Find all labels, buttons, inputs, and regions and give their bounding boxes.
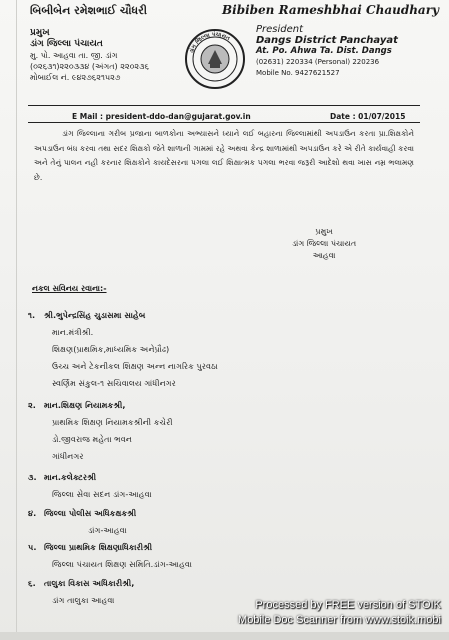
seal-text: ડાંગ જિલ્લા પંચાયત [188, 31, 231, 54]
signature-block [292, 226, 356, 262]
recipient-line: સ્વર્ણિમ સંકુલ-૧ સચિવાલય ગાંધીનગર [52, 378, 176, 388]
recipient-number: ૨. [28, 400, 36, 410]
recipient-line: જિલ્લા પંચાયત શિક્ષણ સમિતિ.ડાંગ-આહવા [52, 559, 193, 569]
recipient-line: ગાંધીનગર [52, 451, 84, 461]
letterhead-left-line2: મુ. પો. આહવા તા. જી. ડાંગ [30, 51, 118, 60]
recipient-line: શ્રી.ભુપેન્દ્રસિંહ ચુડાસમા સાહેબ [44, 310, 146, 320]
letterhead-right-line4: Mobile No. 9427621527 [256, 69, 340, 77]
letterhead-left-line1: ડાંગ જિલ્લા પંચાયત [30, 39, 103, 49]
recipient-line: ડો.જીવરાજ મહેતા ભવન [52, 434, 132, 444]
recipient-line: શિક્ષણ(પ્રાથમિક,માધ્યમિક અનેપ્રૌઢ) [52, 344, 170, 354]
signature-line2: ડાંગ જિલ્લા પંચાયત [292, 239, 357, 248]
letterhead-name-english: Bibiben Rameshbhai Chaudhary [222, 3, 440, 17]
letterhead-name-gujarati: બિબીબેન રમેશભાઈ ચૌધરી [30, 4, 147, 17]
letterhead-left-block [30, 28, 149, 83]
recipient-number: ૬. [28, 578, 36, 588]
panchayat-seal-icon [184, 28, 246, 90]
recipient-number: પ. [28, 542, 37, 552]
header-divider-bottom [28, 122, 420, 123]
watermark-line1: Processed by FREE version of STOIK [255, 599, 441, 611]
header-divider-top [28, 105, 420, 106]
signature-line3: આહવા [312, 251, 336, 260]
letterhead-left-line4: મોબાઈલ નં. ૯૪૨૭૬૨૧૫૨૭ [30, 73, 121, 82]
page-edge-line [16, 0, 17, 640]
letter-paragraph: ડાંગ જિલ્લાના ગરીબ પ્રજાના બાળકોના અભ્યાસને ધ્યાને લઈ બહારના જિલ્લામાંથી અપડાઉન કરતા પ્રા.શિક્ષકોને અપડાઉન બંધ કરવા તથા સદર શિક્ષકો જેતે શાળાની ગામમાં રહે અથવા કેન્દ્ર શાળામાંથી અપડાઉન કરે એ રીતે કાર્યવાહી કરવા અને તેનું પાલન નહી કરનાર શિક્ષકોને કાયદેસરના પગલા લઈ શિક્ષાત્મક પગલા ભરવા જરૂરી આદેશો થવા ખાસ નમ્ર ભલામણ છે. [34, 129, 414, 182]
recipient-line: જિલ્લા પ્રાથમિક શિક્ષણાધિકારીશ્રી [44, 542, 153, 552]
letterhead-right-title: President [256, 24, 304, 35]
letterhead-left-title: પ્રમુખ [30, 28, 50, 38]
letterhead-right-block [256, 24, 398, 79]
watermark-line2: Mobile Doc Scanner from www.stoik.mobi [238, 614, 441, 626]
letterhead-right-line1: Dangs District Panchayat [256, 35, 398, 46]
recipient-line: માન.મંત્રીશ્રી. [52, 327, 94, 337]
letterhead-right-line3: (02631) 220334 (Personal) 220236 [256, 58, 380, 66]
copy-to-heading: નકલ સવિનય રવાના:- [32, 284, 107, 293]
page-bottom-edge [0, 632, 449, 640]
recipient-line: ઉચ્ચ અને ટેકનીકલ શિક્ષણ અન્ન નાગરિક પુરવઠા [52, 361, 218, 371]
recipient-number: ૪. [28, 508, 37, 518]
recipient-number: ૩. [28, 472, 37, 482]
letter-date: Date : 01/07/2015 [330, 112, 406, 121]
signature-line1: પ્રમુખ [315, 227, 333, 236]
letterhead-left-line3: (૦૨૬૩૧)૨૨૦૩૩૪ (અંગત) ૨૨૦૨૩૬ [30, 62, 149, 71]
recipient-line: ડાંગ તાલુકા આહવા [52, 595, 115, 605]
recipient-line: માન.કલેક્ટરશ્રી [44, 472, 97, 482]
recipient-line: તાલુકા વિકાસ અધિકારીશ્રી, [44, 578, 135, 588]
recipient-number: ૧. [28, 310, 36, 320]
scanner-watermark [238, 598, 441, 628]
recipient-line: પ્રાથમિક શિક્ષણ નિયામકશ્રીની કચેરી [52, 417, 173, 427]
recipient-line: જિલ્લા પોલીસ અધિકક્ષકશ્રી [44, 508, 137, 518]
letter-body [34, 127, 414, 185]
recipient-line: માન.શિક્ષણ નિયામકશ્રી, [44, 400, 126, 410]
letterhead-right-line2: At. Po. Ahwa Ta. Dist. Dangs [256, 46, 392, 56]
recipient-line: જિલ્લા સેવા સદન ડાંગ-આહવા [52, 489, 152, 499]
recipient-line: ડાંગ-આહવા [88, 525, 127, 535]
letterhead-email: E Mail : president-ddo-dan@gujarat.gov.in [72, 112, 251, 121]
